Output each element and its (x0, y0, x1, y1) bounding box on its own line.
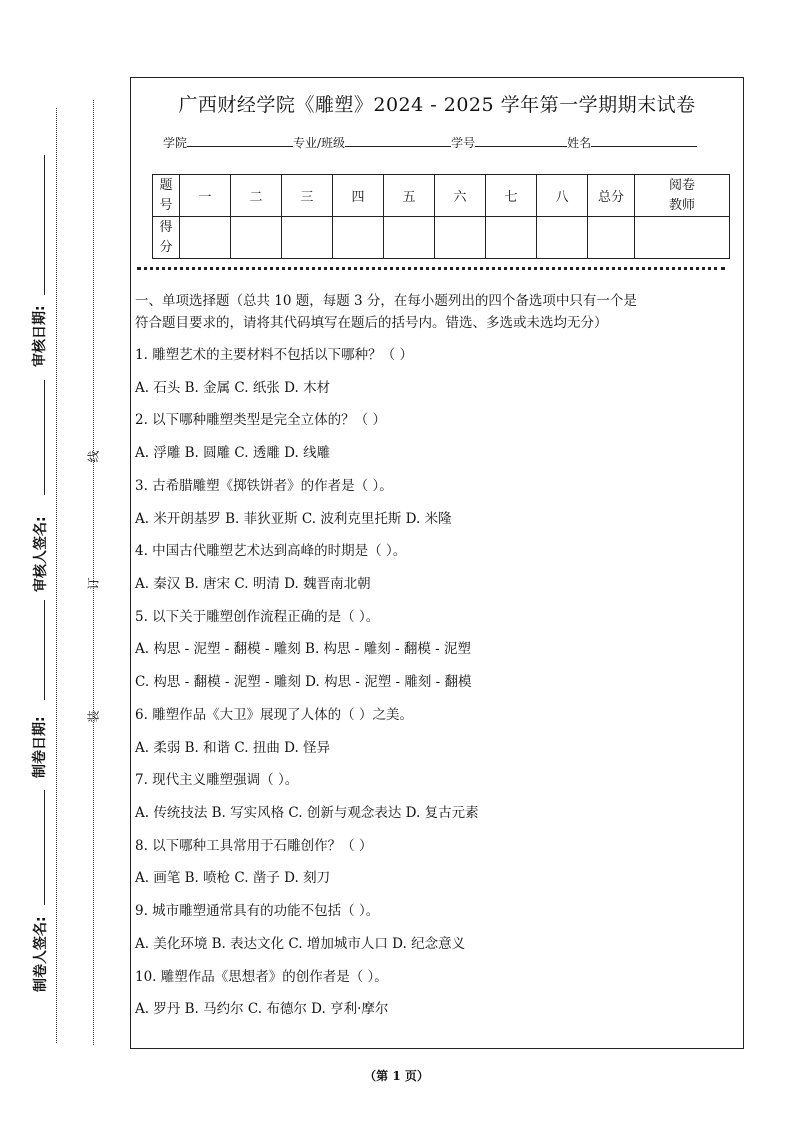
student-no-blank[interactable] (475, 134, 567, 147)
compiler-signature-underline (44, 790, 45, 905)
score-cell-6[interactable] (435, 217, 486, 259)
question-4-options: A. 秦汉 B. 唐宋 C. 明清 D. 魏晋南北朝 (135, 576, 371, 592)
question-2-options: A. 浮雕 B. 圆雕 C. 透雕 D. 线雕 (135, 445, 331, 461)
question-5-stem: 5. 以下关于雕塑创作流程正确的是（ ）。 (135, 609, 380, 625)
exam-frame (130, 77, 744, 1049)
question-7-stem: 7. 现代主义雕塑强调（ ）。 (135, 772, 299, 788)
question-5-options-line-2: C. 构思 - 翻模 - 泥塑 - 雕刻 D. 构思 - 泥塑 - 雕刻 - 翻模 (135, 674, 472, 690)
score-table-score-row (153, 217, 730, 259)
score-cell-4[interactable] (333, 217, 384, 259)
column-8: 八 (537, 175, 588, 217)
grader-header: 阅卷 教师 (635, 175, 730, 217)
total-score-header: 总分 (588, 175, 635, 217)
column-1: 一 (180, 175, 231, 217)
question-8-options: A. 画笔 B. 喷枪 C. 凿子 D. 刻刀 (135, 870, 331, 886)
binding-mark-staple: 订 (86, 577, 101, 590)
student-info-row (163, 134, 697, 151)
compile-date-underline (44, 600, 45, 700)
question-4-stem: 4. 中国古代雕塑艺术达到高峰的时期是（ ）。 (135, 543, 407, 559)
college-label: 学院 (163, 136, 188, 150)
question-7-options: A. 传统技法 B. 写实风格 C. 创新与观念表达 D. 复古元素 (135, 805, 479, 821)
score-cell-3[interactable] (282, 217, 333, 259)
question-9-options: A. 美化环境 B. 表达文化 C. 增加城市人口 D. 纪念意义 (135, 936, 466, 952)
column-3: 三 (282, 175, 333, 217)
total-score-cell[interactable] (588, 217, 635, 259)
question-8-stem: 8. 以下哪种工具常用于石雕创作？（ ） (135, 838, 373, 854)
score-row-header: 得 分 (153, 217, 180, 259)
binding-dotted-line-outer (56, 108, 57, 1043)
score-cell-1[interactable] (180, 217, 231, 259)
name-blank[interactable] (591, 134, 697, 147)
major-class-blank[interactable] (345, 134, 451, 147)
question-10-options: A. 罗丹 B. 马约尔 C. 布德尔 D. 亨利·摩尔 (135, 1001, 389, 1017)
question-1-stem: 1. 雕塑艺术的主要材料不包括以下哪种？（ ） (135, 347, 413, 363)
section-separator (137, 267, 725, 270)
review-date-underline (44, 155, 45, 295)
score-cell-7[interactable] (486, 217, 537, 259)
question-9-stem: 9. 城市雕塑通常具有的功能不包括（ ）。 (135, 903, 380, 919)
college-blank[interactable] (187, 134, 293, 147)
student-no-label: 学号 (451, 136, 476, 150)
binding-mark-bind: 装 (86, 710, 101, 723)
grader-cell[interactable] (635, 217, 730, 259)
question-2-stem: 2. 以下哪种雕塑类型是完全立体的？（ ） (135, 412, 386, 428)
question-1-options: A. 石头 B. 金属 C. 纸张 D. 木材 (135, 380, 331, 396)
section-intro-line-1: 一、单项选择题（总共 10 题，每题 3 分，在每小题列出的四个备选项中只有一个是 (135, 293, 637, 309)
exam-title: 广西财经学院《雕塑》2024 - 2025 学年第一学期期末试卷 (178, 94, 696, 116)
binding-dotted-line-inner (93, 100, 94, 1045)
compile-date-label: 制卷日期: (32, 716, 48, 778)
column-7: 七 (486, 175, 537, 217)
column-4: 四 (333, 175, 384, 217)
section-intro-line-2: 符合题目要求的，请将其代码填写在题后的括号内。错选、多选或未选均无分） (135, 315, 608, 331)
score-cell-2[interactable] (231, 217, 282, 259)
major-class-label: 专业/班级 (293, 136, 346, 150)
page-number: （第 1 页） (364, 1069, 429, 1083)
column-5: 五 (384, 175, 435, 217)
column-2: 二 (231, 175, 282, 217)
binding-margin (0, 0, 128, 1122)
score-cell-8[interactable] (537, 217, 588, 259)
question-5-options-line-1: A. 构思 - 泥塑 - 翻模 - 雕刻 B. 构思 - 雕刻 - 翻模 - 泥塑 (135, 641, 471, 657)
score-cell-5[interactable] (384, 217, 435, 259)
compiler-signature-label: 制卷人签名: (33, 916, 49, 992)
column-6: 六 (435, 175, 486, 217)
question-3-stem: 3. 古希腊雕塑《掷铁饼者》的作者是（ ）。 (135, 478, 393, 494)
review-date-label: 审核日期: (32, 305, 48, 367)
score-table (152, 174, 730, 259)
name-label: 姓名 (567, 136, 592, 150)
question-number-header: 题 号 (153, 175, 180, 217)
question-10-stem: 10. 雕塑作品《思想者》的创作者是（ ）。 (135, 969, 388, 985)
question-6-options: A. 柔弱 B. 和谐 C. 扭曲 D. 怪异 (135, 740, 331, 756)
question-3-options: A. 米开朗基罗 B. 菲狄亚斯 C. 波利克里托斯 D. 米隆 (135, 511, 452, 527)
binding-mark-line: 线 (86, 450, 101, 463)
score-table-header-row (153, 175, 730, 217)
reviewer-signature-underline (44, 380, 45, 495)
question-6-stem: 6. 雕塑作品《大卫》展现了人体的（ ）之美。 (135, 707, 413, 723)
reviewer-signature-label: 审核人签名: (33, 516, 49, 592)
